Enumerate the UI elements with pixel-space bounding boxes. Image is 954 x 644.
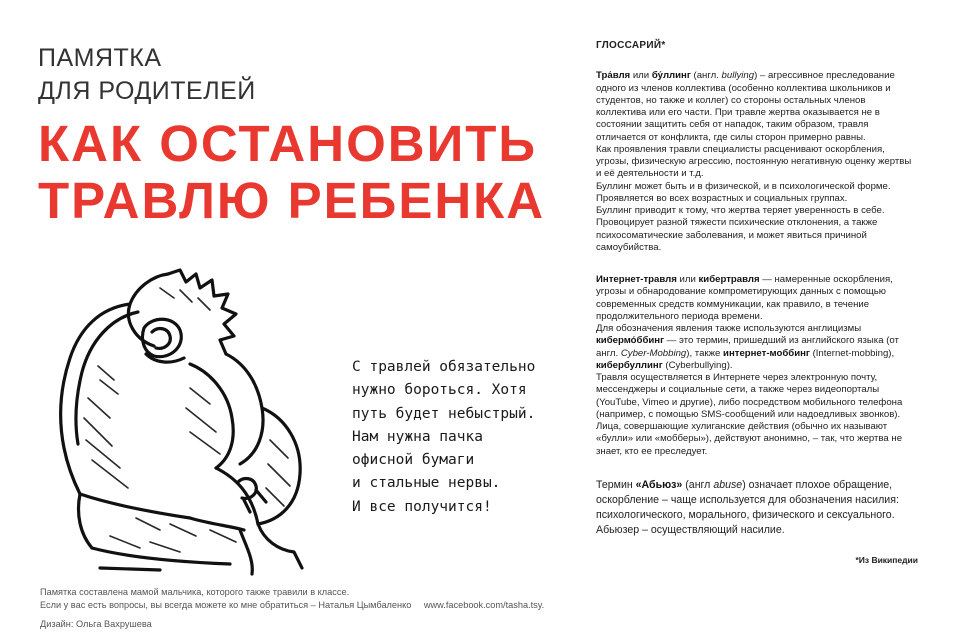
quote-line: С травлей обязательно — [352, 359, 536, 375]
text-lang-prefix: (англ. — [690, 70, 722, 82]
definition-text: — намеренные оскорбления, угрозы и обнародование компрометирующих данных с помощью современных средств коммуникации, как правило, в течение продолжительного периода времени. — [596, 274, 893, 322]
quote-line: Нам нужна пачка — [352, 428, 483, 445]
text-fragment: Термин — [596, 478, 636, 491]
glossary — [596, 40, 918, 566]
headline — [38, 115, 545, 229]
term-internet-travlya: Интернет-травля — [596, 274, 677, 285]
term-travlya: Тра́вля — [596, 70, 631, 82]
glossary-title: ГЛОССАРИЙ* — [596, 40, 666, 51]
text-or: или — [630, 70, 652, 82]
bullying-definition — [596, 70, 918, 144]
crouching-child-drawing-icon — [40, 268, 330, 580]
term-english: abuse — [713, 478, 743, 491]
footer-line-1: Памятка составлена мамой мальчика, которого также травили в классе. — [40, 587, 350, 597]
text-lang-prefix: (англ — [682, 478, 714, 491]
text-fragment: — это термин, пришедший из английского языка (от англ. — [596, 335, 899, 359]
cyber-paragraph: Травля осуществляется в Интернете через электронную почту, мессенджеры и социальные сети, а также через видеопорталы (YouTube, Vimeo и другие), либо посредством мобильного телефона (например, с помощью SMS-сообщений или надоедливых звонков). — [596, 372, 903, 420]
term-internet-mobbing: интернет-моббинг — [723, 347, 810, 359]
definition-text: ) – агрессивное преследование одного из членов коллектива (особенно коллектива школьников и студентов, но также и коллег) со стороны остальных членов коллектива или его части. При травле жертва оказывается не в состоянии защитить себя от нападок, таким образом, травля отличается от конфликта, где силы сторон примерно равны. — [596, 70, 895, 143]
term-kibermobbing: кибермо́ббинг — [596, 335, 665, 347]
term-bulling: бу́ллинг — [651, 70, 691, 82]
quote-line: офисной бумаги — [352, 452, 475, 469]
quote-text — [352, 356, 535, 519]
glossary-entry-cyber — [596, 274, 918, 458]
term-english: bullying — [721, 70, 755, 82]
bullying-paragraph: Буллинг приводит к тому, что жертва теряет уверенность в себе. Провоцирует разной тяжести психические отклонения, а также психосоматические заболевания, и может явиться причиной самоубийства. — [596, 205, 885, 253]
cyber-paragraph — [596, 335, 918, 372]
glossary-entry-abuse — [596, 478, 918, 538]
text-or: или — [676, 274, 699, 285]
bullying-paragraph: Буллинг может быть и в физической, и в психологической форме. Проявляется во всех возрастных и социальных группах. — [596, 180, 891, 204]
quote-line: путь будет небыстрый. — [352, 405, 536, 422]
abuse-definition — [596, 478, 918, 538]
definition-text: ) означает плохое обращение, оскорбление – чаще используется для обозначения насилия: психологического, морального, физического и сексуального. Абьюзер – осуществляющий насилие. — [596, 478, 899, 536]
quote-line: и стальные нервы. — [352, 475, 501, 492]
term-kibertravlya: кибертравля — [698, 274, 760, 285]
subtitle — [38, 42, 256, 108]
footer-contact-text: Если у вас есть вопросы, вы всегда можете ко мне обратиться – Наталья Цымбаленко — [40, 600, 412, 610]
subtitle-line-1: ПАМЯТКА — [38, 44, 162, 72]
term-abuse: «Абьюз» — [635, 478, 683, 491]
term-kiberbulling: кибербуллинг — [596, 359, 663, 371]
text-fragment: (Cyberbullying). — [662, 359, 733, 371]
subtitle-line-2: ДЛЯ РОДИТЕЛЕЙ — [38, 77, 256, 105]
quote-line: нужно бороться. Хотя — [352, 382, 527, 399]
headline-line-1: КАК ОСТАНОВИТЬ — [38, 115, 538, 172]
bullying-paragraph: Как проявления травли специалисты расценивают оскорбления, угрозы, физическую агрессию, постоянную негативную оценку жертвы и её деятельности и т.д. — [596, 143, 912, 180]
footer-designer: Дизайн: Ольга Вахрушева — [40, 619, 152, 629]
text-fragment: (Internet-mobbing), — [809, 347, 895, 359]
headline-line-2: ТРАВЛЮ РЕБЕНКА — [38, 172, 546, 229]
footer — [40, 586, 544, 631]
cyber-paragraph: Для обозначения явления также используются англицизмы — [596, 323, 862, 334]
footer-facebook-link[interactable]: www.facebook.com/tasha.tsy. — [423, 600, 545, 610]
term-english: Cyber-Mobbing — [620, 347, 687, 359]
cyber-paragraph: Лица, совершающие хулиганские действия (обычно их называют «булли» или «мобберы»), действуют анонимно, – так, что жертва не знает, кто ее преследует. — [596, 421, 903, 457]
text-fragment: ), также — [686, 347, 724, 359]
cyber-definition — [596, 274, 918, 323]
footer-line-2 — [40, 599, 544, 612]
glossary-source: *Из Википедии — [855, 554, 918, 565]
glossary-entry-bullying — [596, 70, 918, 254]
quote-line: И все получится! — [352, 498, 492, 515]
